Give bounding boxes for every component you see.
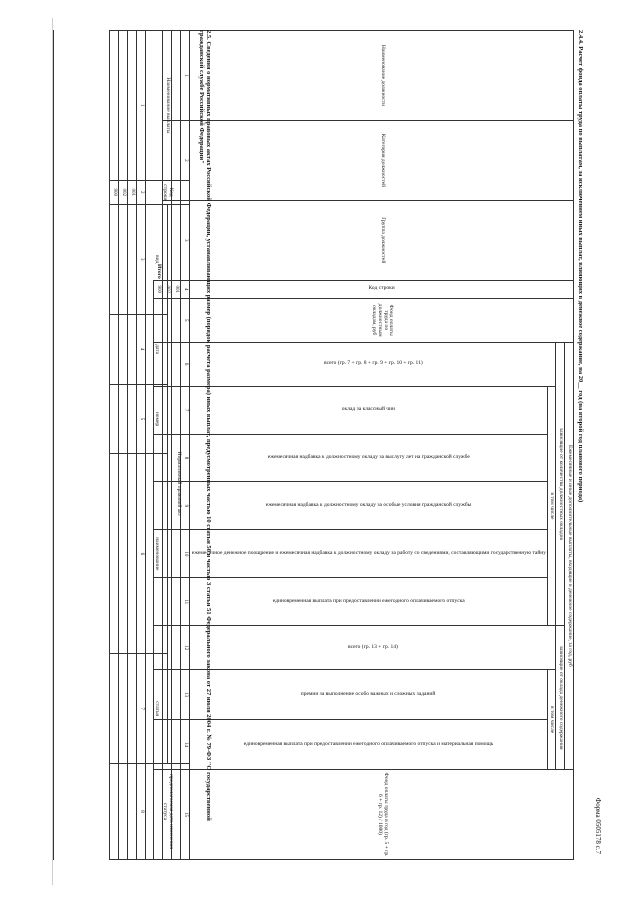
- row-code: 001: [172, 280, 181, 298]
- header-fund-salaries: Фонд оплаты труда по должностным окладам, руб: [190, 298, 574, 342]
- header-number: номер: [146, 384, 168, 454]
- col-number: 6: [181, 342, 190, 386]
- row-code: 001: [128, 180, 137, 204]
- col-number: 3: [181, 200, 190, 280]
- header-col11: единовременная выплата при предоставлении ежегодного оплачиваемого отпуска: [190, 578, 547, 626]
- row-code: 002: [163, 280, 172, 298]
- table-row: [128, 31, 137, 860]
- col-number: 8: [137, 764, 146, 860]
- col-number: 5: [181, 298, 190, 342]
- header-dependent-allowance: зависящие от оклада денежного содержания: [556, 626, 565, 770]
- col-number: 15: [181, 770, 190, 860]
- col-number: 11: [181, 578, 190, 626]
- normative-acts-table: [109, 30, 190, 860]
- bottom-rule: [53, 30, 54, 860]
- col-number: 7: [137, 654, 146, 764]
- row-code: 002: [119, 180, 128, 204]
- header-incl-2: в том числе: [547, 670, 556, 770]
- header-col9: ежемесячная надбавка к должностному окладу за особые условия гражданской службы: [190, 482, 547, 530]
- col-number: 5: [137, 384, 146, 454]
- header-article: статья: [146, 654, 168, 764]
- header-col10: ежемесячное денежное поощрение и ежемесячная надбавка к должностному окладу за работу со сведениями, составляющими государственную тайну: [190, 530, 547, 578]
- col-number: 4: [137, 314, 146, 384]
- header-code: Код строки: [146, 180, 190, 204]
- row-code: 900: [110, 180, 119, 204]
- col-number: 3: [137, 204, 146, 314]
- form-label: Форма 0505178 с.7: [594, 797, 602, 854]
- header-incl: в том числе: [547, 386, 556, 626]
- col-number: 12: [181, 626, 190, 670]
- col-number: 4: [181, 280, 190, 298]
- header-act-name: наименование: [146, 454, 168, 654]
- table-row: [110, 31, 119, 860]
- header-category: Категория должностей: [190, 120, 574, 200]
- col-number: 14: [181, 720, 190, 770]
- section-25-title: 2.5. Сведения о нормативных правовых актах Российской Федерации, устанавливающих размер (порядок расчета размера) иных выплат, предусмотренных частью 10 статьи 50 и частью 3 статьи 51 Федерального закона от 27 июля 2004 г. № 79-ФЗ "О государственной гражданской службе Российской Федерации": [198, 30, 212, 821]
- col-number: 1: [137, 31, 146, 181]
- header-fund-total: Фонд оплаты труда в год (гр. 5 + гр. 6 + гр. 12) / 1000): [190, 770, 574, 860]
- header-col13: премии за выполнение особо важных и сложных заданий: [190, 670, 547, 720]
- header-group: Группа должностей: [190, 200, 574, 280]
- col-number: 9: [181, 482, 190, 530]
- header-dependent-salary: зависящие от количества должностных окладов: [556, 342, 565, 626]
- header-col14: единовременная выплата при предоставлении ежегодного оплачиваемого отпуска и материальная помощь: [190, 720, 547, 770]
- col-number: 2: [137, 180, 146, 204]
- header-code: Код строки: [190, 280, 574, 298]
- col-number: 8: [181, 434, 190, 482]
- table-row: [119, 31, 128, 860]
- col-number: 10: [181, 530, 190, 578]
- header-payment-name: Наименование выплаты: [146, 31, 190, 181]
- total-label: Итого: [156, 263, 163, 279]
- rotated-form-page: [50, 30, 610, 860]
- column-number-row: [137, 31, 146, 860]
- header-total-13-14: всего (гр. 13 + гр. 14): [190, 626, 556, 670]
- header-kind: вид: [146, 204, 168, 314]
- col-number: 7: [181, 386, 190, 434]
- section-244-title: 2.4.4. Расчет фонда оплаты труда по выплатам, за исключением иных выплат, влияющих в денежное содержание, на 20__ год (на второй год планового периода): [577, 30, 584, 503]
- row-code: 900: [154, 280, 163, 298]
- header-col7: оклад за классный чин: [190, 386, 547, 434]
- header-col8: ежемесячная надбавка к должностному окладу за выслугу лет на гражданской службе: [190, 434, 547, 482]
- col-number: 2: [181, 120, 190, 200]
- header-composite: Ежемесячные и иные дополнительные выплаты, входящие в денежное содержание, за год, руб: [565, 342, 574, 769]
- header-act: Нормативный правовой акт: [168, 204, 190, 763]
- col-number: 13: [181, 670, 190, 720]
- col-number: 1: [181, 31, 190, 121]
- header-total-7-11: всего (гр. 7 + гр. 8 + гр. 9 + гр. 10 + гр. 11): [190, 342, 556, 386]
- fund-calculation-table: [154, 30, 575, 860]
- col-number: 6: [137, 454, 146, 654]
- header-expiry: предполагаемая дата изменения статуса: [146, 764, 190, 860]
- header-date: дата: [146, 314, 168, 384]
- header-position-name: Наименование должности: [190, 31, 574, 121]
